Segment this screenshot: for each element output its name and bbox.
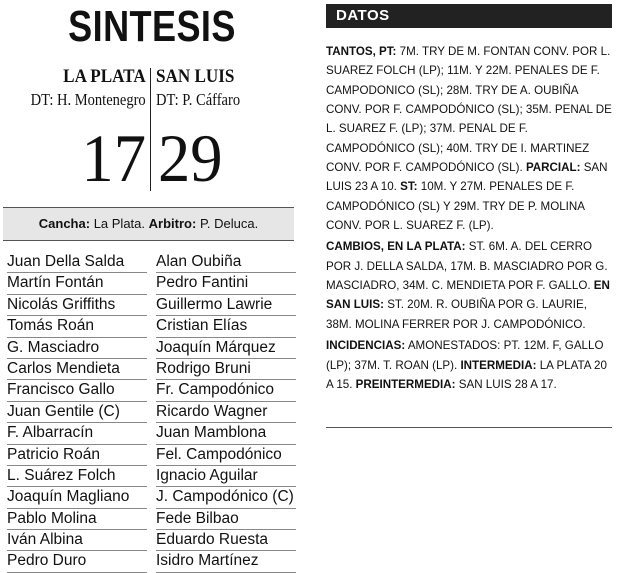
cambios-sl-label: EN SAN LUIS: xyxy=(326,279,610,312)
player-name: Pablo Molina xyxy=(7,509,147,530)
player-name: Juan Gentile (C) xyxy=(7,402,147,423)
player-name: Patricio Roán xyxy=(7,445,147,466)
referee-label: Arbitro: xyxy=(148,216,197,231)
cambios-paragraph xyxy=(326,237,612,334)
intermedia-text: LA PLATA 20 A 15. xyxy=(326,358,607,391)
datos-header: DATOS xyxy=(326,4,612,28)
player-name: Ignacio Aguilar xyxy=(156,466,296,487)
tantos-paragraph xyxy=(326,42,612,235)
tantos-label: TANTOS, PT: xyxy=(326,45,397,58)
player-name: G. Masciadro xyxy=(7,338,147,359)
player-name: J. Campodónico (C) xyxy=(156,487,296,508)
player-name: Isidro Martínez xyxy=(156,551,296,572)
sintesis-panel xyxy=(0,0,304,570)
away-team-name: SAN LUIS xyxy=(156,66,235,87)
player-name: Fel. Campodónico xyxy=(156,445,296,466)
player-name: Pedro Fantini xyxy=(156,273,296,294)
st-text: 10M. Y 27M. PENALES DE F. CAMPODÓNICO (SL) Y 29M. TRY DE P. MOLINA CONV. POR L. SUAREZ F. (LP). xyxy=(326,180,585,233)
player-name: Eduardo Ruesta xyxy=(156,530,296,551)
venue-label: Cancha: xyxy=(38,216,91,231)
away-team-coach: DT: P. Cáffaro xyxy=(156,90,241,109)
match-info-box xyxy=(3,207,294,241)
home-team-name: LA PLATA xyxy=(63,66,146,87)
player-name: Martín Fontán xyxy=(7,273,147,294)
player-name: Ricardo Wagner xyxy=(156,402,296,423)
away-lineup xyxy=(156,252,296,573)
player-name: Alan Oubiña xyxy=(156,252,296,273)
venue-value: La Plata. xyxy=(93,216,146,231)
tantos-text: 7M. TRY DE M. FONTAN CONV. POR L. SUAREZ FOLCH (LP); 11M. Y 22M. PENALES DE F. CAMPODONICO (SL); 28M. TRY DE A. OUBIÑA CONV. POR F. CAMPODÓNICO (SL); 35M. PENAL DE L. SUAREZ F. (LP); 37M. PENAL DE F. CAMPODÓNICO (SL); 40M. TRY DE I. MARTINEZ CONV. POR F. CAMPODÓNICO (SL). xyxy=(326,45,612,175)
player-name: Iván Albina xyxy=(7,530,147,551)
cambios-lp-label: CAMBIOS, EN LA PLATA: xyxy=(326,240,466,254)
home-team-score: 17 xyxy=(81,120,146,196)
player-name: Juan Della Salda xyxy=(7,252,147,273)
section-title: SINTESIS xyxy=(68,2,236,51)
player-name: Joaquín Magliano xyxy=(7,487,147,508)
datos-bottom-rule xyxy=(326,427,612,428)
datos-body xyxy=(326,42,612,394)
incidencias-paragraph xyxy=(326,336,612,394)
cambios-lp-text: ST. 6M. A. DEL CERRO POR J. DELLA SALDA, 17M. B. MASCIADRO POR G. MASCIADRO, 34M. C. MENDIETA POR F. GALLO. xyxy=(326,240,608,293)
player-name: Rodrigo Bruni xyxy=(156,359,296,380)
incidencias-label: INCIDENCIAS: xyxy=(326,339,406,353)
player-name: Carlos Mendieta xyxy=(7,359,147,380)
player-name: F. Albarracín xyxy=(7,423,147,444)
team-divider xyxy=(150,68,151,191)
player-name: Francisco Gallo xyxy=(7,380,147,401)
player-name: Cristian Elías xyxy=(156,316,296,337)
player-name: Fede Bilbao xyxy=(156,509,296,530)
st-label: ST: xyxy=(400,180,418,194)
player-name: Nicolás Griffiths xyxy=(7,295,147,316)
parcial-text: SAN LUIS 23 A 10. xyxy=(326,161,608,194)
home-team-coach: DT: H. Montenegro xyxy=(30,90,146,109)
away-team-score: 29 xyxy=(158,120,223,196)
preintermedia-label: PREINTERMEDIA: xyxy=(355,377,456,391)
cambios-sl-text: ST. 20M. R. OUBIÑA POR G. LAURIE, 38M. MOLINA FERRER POR J. CAMPODÓNICO. xyxy=(326,298,587,331)
player-name: Guillermo Lawrie xyxy=(156,295,296,316)
incidencias-text: AMONESTADOS: PT. 12M. F, GALLO (LP); 37M. T. ROAN (LP). xyxy=(326,339,604,372)
player-name: L. Suárez Folch xyxy=(7,466,147,487)
parcial-label: PARCIAL: xyxy=(525,161,581,175)
home-lineup xyxy=(7,252,147,573)
referee-value: P. Deluca. xyxy=(199,216,259,231)
player-name: Joaquín Márquez xyxy=(156,338,296,359)
player-name: Tomás Roán xyxy=(7,316,147,337)
player-name: Juan Mamblona xyxy=(156,423,296,444)
player-name: Fr. Campodónico xyxy=(156,380,296,401)
intermedia-label: INTERMEDIA: xyxy=(460,358,537,372)
player-name: Pedro Duro xyxy=(7,551,147,572)
preintermedia-text: SAN LUIS 28 A 17. xyxy=(458,377,557,391)
